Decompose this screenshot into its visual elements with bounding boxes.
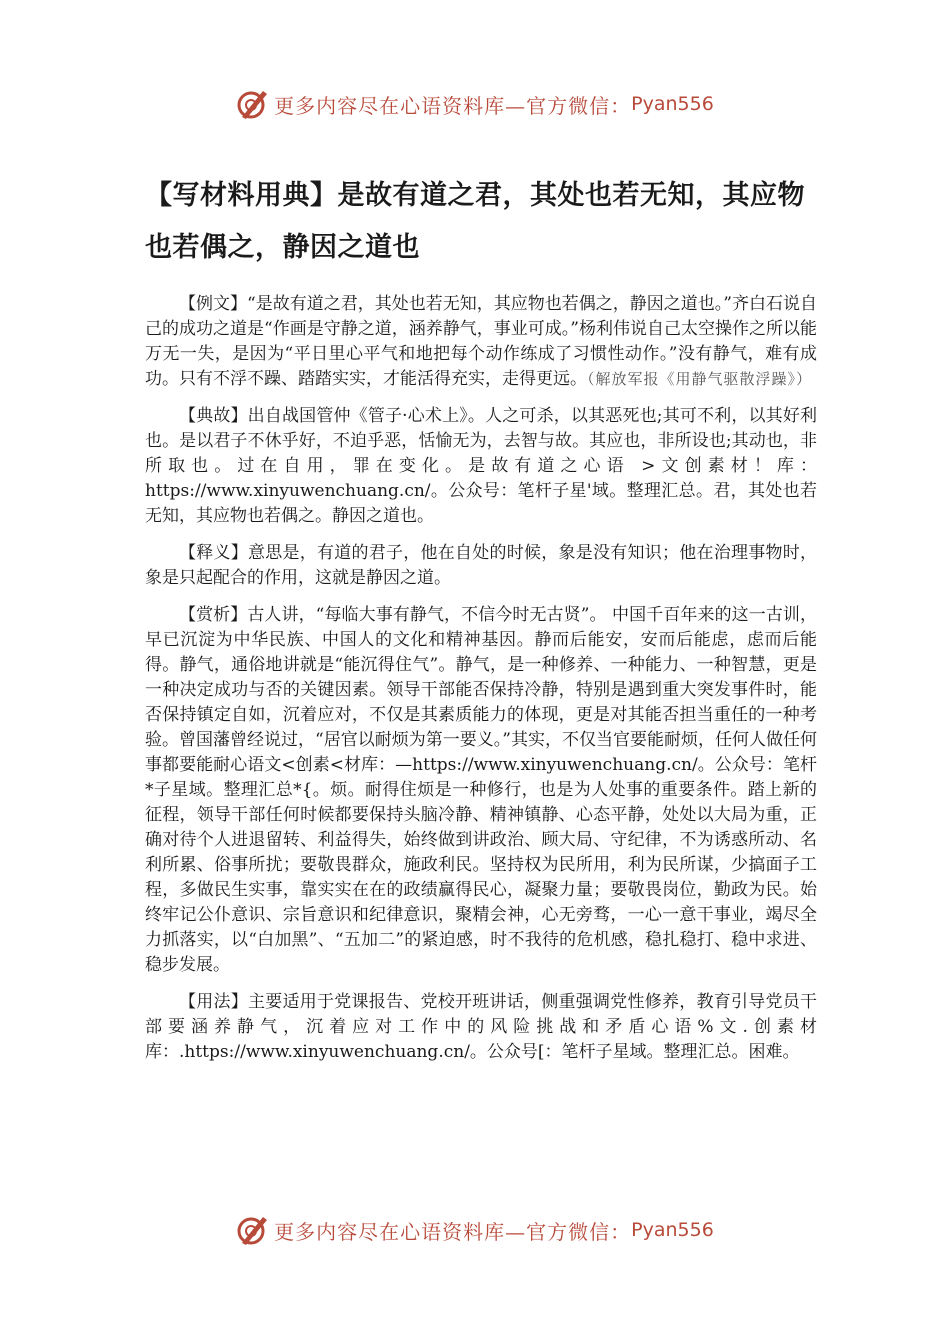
example-source: （解放军报《用静气驱散浮躁》） bbox=[587, 370, 813, 388]
usage-paragraph: 【用法】主要适用于党课报告、党校开班讲话，侧重强调党性修养，教育引导党员干部要涵养静气，沉着应对工作中的风险挑战和矛盾心语%文.创素材库：.https://www.xinyuwenchuang.cn/。公众号[：笔杆子星域。整理汇总。困难。 bbox=[145, 992, 817, 1062]
pen-circle-logo-icon bbox=[236, 1213, 270, 1247]
footer-banner bbox=[0, 1210, 950, 1250]
appreciation-paragraph: 【赏析】古人讲，“每临大事有静气，不信今时无古贤”。 中国千百年来的这一古训，早已沉淀为中华民族、中国人的文化和精神基因。静而后能安，安而后能虑，虑而后能得。静气，通俗地讲就是“能沉得住气”。静气，是一种修养、一种能力、一种智慧，更是一种决定成功与否的关键因素。领导干部能否保持冷静，特别是遇到重大突发事件时，能否保持镇定自如，沉着应对，不仅是其素质能力的体现，更是对其能否担当重任的一种考验。曾国藩曾经说过，“居官以耐烦为第一要义。”其实，不仅当官要能耐烦，任何人做任何事都要能耐心语文<创素<材库：—https://www.xinyuwenchuang.cn/。公众号：笔杆*子星域。整理汇总*{。烦。耐得住烦是一种修行，也是为人处事的重要条件。踏上新的征程，领导干部任何时候都要保持头脑冷静、精神镇静、心态平静，处处以大局为重，正确对待个人进退留转、利益得失，始终做到讲政治、顾大局、守纪律，不为诱惑所动、名利所累、俗事所扰；要敬畏群众，施政利民。坚持权为民所用，利为民所谋，少搞面子工程，多做民生实事，靠实实在在的政绩赢得民心，凝聚力量；要敬畏岗位，勤政为民。始终牢记公仆意识、宗旨意识和纪律意识，聚精会神，心无旁骛，一心一意干事业，竭尽全力抓落实，以“白加黑”、“五加二”的紧迫感，时不我待的危机感，稳扎稳打、稳中求进、稳步发展。 bbox=[145, 605, 817, 975]
wechat-id: Pyan556 bbox=[631, 1219, 714, 1241]
header-banner bbox=[0, 84, 950, 124]
article-title: 【写材料用典】是故有道之君，其处也若无知，其应物也若偶之，静因之道也 bbox=[145, 180, 805, 263]
example-paragraph bbox=[145, 292, 817, 392]
allusion-paragraph: 【典故】出自战国管仲《管子·心术上》。人之可杀，以其恶死也;其可不利，以其好利也。是以君子不休乎好，不迫乎恶，恬愉无为，去智与故。其应也，非所设也;其动也，非所取也。过在自用，罪在变化。是故有道之心语 >文创素材！库：https://www.xinyuwenchuang.cn/。公众号：笔杆子星'域。整理汇总。君，其处也若无知，其应物也若偶之。静因之道也。 bbox=[145, 406, 817, 526]
banner-text: 更多内容尽在心语资料库—官方微信： bbox=[274, 1219, 632, 1244]
banner-text: 更多内容尽在心语资料库—官方微信： bbox=[274, 93, 632, 118]
article bbox=[145, 170, 817, 1077]
wechat-id: Pyan556 bbox=[631, 93, 714, 115]
pen-circle-logo-icon bbox=[236, 87, 270, 121]
meaning-paragraph: 【释义】意思是，有道的君子，他在自处的时候，象是没有知识；他在治理事物时，象是只起配合的作用，这就是静因之道。 bbox=[145, 543, 817, 588]
example-text: 【例文】“是故有道之君，其处也若无知，其应物也若偶之，静因之道也。”齐白石说自己的成功之道是“作画是守静之道，涵养静气，事业可成。”杨利伟说自己太空操作之所以能万无一失，是因为“平日里心平气和地把每个动作练成了习惯性动作。”没有静气，难有成功。只有不浮不躁、踏踏实实，才能活得充实，走得更远。 bbox=[145, 294, 817, 389]
